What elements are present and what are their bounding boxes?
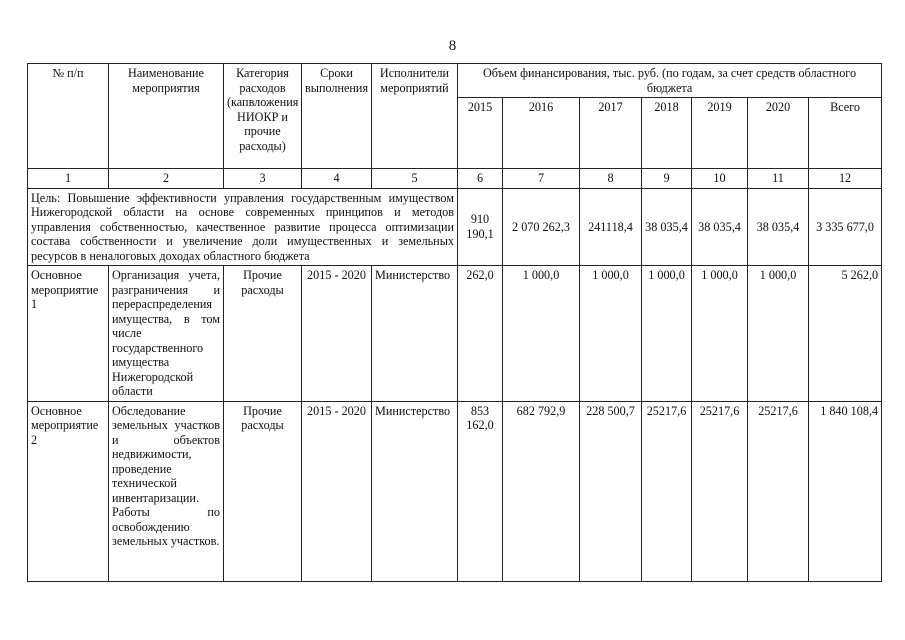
activity-name: Организация учета, разграничения и перераспределения имущества, в том числе государственного имущества Нижегородской области [109, 266, 224, 402]
activity-num: Основное мероприятие 1 [28, 266, 109, 402]
goal-value-2019: 38 035,4 [692, 188, 748, 266]
header-category: Категория расходов (капвложения НИОКР и прочие расходы) [224, 64, 302, 169]
financing-table [27, 63, 882, 582]
header-year: 2018 [642, 98, 692, 169]
header-num: № п/п [28, 64, 109, 169]
column-numbers-row [28, 169, 882, 189]
activity-terms: 2015 - 2020 [302, 266, 372, 402]
activity-value-2016: 1 000,0 [503, 266, 580, 402]
column-number: 9 [642, 169, 692, 189]
activity-value-2018: 25217,6 [642, 401, 692, 581]
activity-category: Прочие расходы [224, 401, 302, 581]
header-row [28, 64, 882, 98]
goal-text: Цель: Повышение эффективности управления государственным имуществом Нижегородской области на основе современных принципов и методов управления собственностью, качественное развитие процесса оптимизации состава собственности и увеличение доли имущественных и земельных ресурсов в неналоговых доходах областного бюджета [28, 188, 458, 266]
activity-value-2017: 1 000,0 [580, 266, 642, 402]
goal-row [28, 188, 882, 266]
activity-executor: Министерство [372, 401, 458, 581]
header-year: 2016 [503, 98, 580, 169]
activity-value-total: 1 840 108,4 [809, 401, 882, 581]
activity-value-2020: 1 000,0 [748, 266, 809, 402]
header-name: Наименование мероприятия [109, 64, 224, 169]
table-row [28, 401, 882, 581]
column-number: 4 [302, 169, 372, 189]
header-financing: Объем финансирования, тыс. руб. (по годам, за счет средств областного бюджета [458, 64, 882, 98]
column-number: 11 [748, 169, 809, 189]
activity-value-2015: 262,0 [458, 266, 503, 402]
activity-value-total: 5 262,0 [809, 266, 882, 402]
header-year: 2015 [458, 98, 503, 169]
header-total: Всего [809, 98, 882, 169]
column-number: 12 [809, 169, 882, 189]
goal-value-2020: 38 035,4 [748, 188, 809, 266]
column-number: 10 [692, 169, 748, 189]
column-number: 3 [224, 169, 302, 189]
column-number: 7 [503, 169, 580, 189]
goal-value-2018: 38 035,4 [642, 188, 692, 266]
activity-category: Прочие расходы [224, 266, 302, 402]
header-executors: Исполнители мероприятий [372, 64, 458, 169]
activity-value-2020: 25217,6 [748, 401, 809, 581]
header-year: 2019 [692, 98, 748, 169]
column-number: 5 [372, 169, 458, 189]
page-number: 8 [448, 38, 457, 54]
header-year: 2017 [580, 98, 642, 169]
header-year: 2020 [748, 98, 809, 169]
table-row [28, 266, 882, 402]
goal-value-2015: 910 190,1 [458, 188, 503, 266]
goal-value-total: 3 335 677,0 [809, 188, 882, 266]
activity-value-2015: 853 162,0 [458, 401, 503, 581]
activity-value-2018: 1 000,0 [642, 266, 692, 402]
goal-value-2016: 2 070 262,3 [503, 188, 580, 266]
goal-value-2017: 241118,4 [580, 188, 642, 266]
activity-value-2016: 682 792,9 [503, 401, 580, 581]
column-number: 1 [28, 169, 109, 189]
column-number: 2 [109, 169, 224, 189]
activity-num: Основное мероприятие 2 [28, 401, 109, 581]
activity-name: Обследование земельных участков и объектов недвижимости, проведение технической инвентаризации. Работы по освобождению земельных участков. [109, 401, 224, 581]
activity-value-2019: 25217,6 [692, 401, 748, 581]
activity-value-2017: 228 500,7 [580, 401, 642, 581]
column-number: 6 [458, 169, 503, 189]
activity-value-2019: 1 000,0 [692, 266, 748, 402]
column-number: 8 [580, 169, 642, 189]
header-terms: Сроки выполнения [302, 64, 372, 169]
activity-executor: Министерство [372, 266, 458, 402]
activity-terms: 2015 - 2020 [302, 401, 372, 581]
